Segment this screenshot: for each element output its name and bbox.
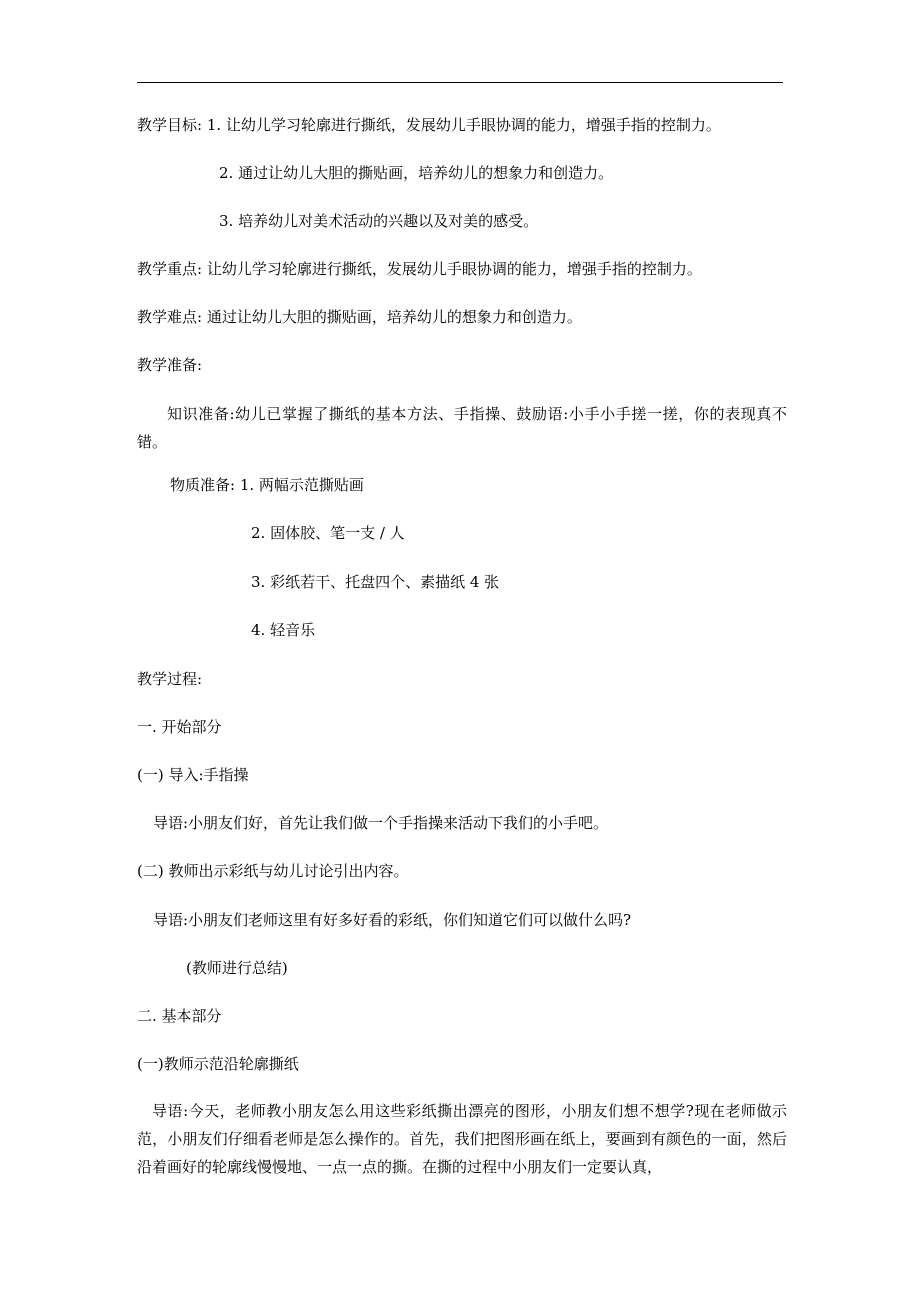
part1-sub2-note: (教师进行总结) — [186, 959, 288, 977]
part1-title: 一. 开始部分 — [137, 718, 222, 736]
preparation-heading: 教学准备: — [137, 356, 203, 374]
goal-item-1: 1. 让幼儿学习轮廓进行撕纸，发展幼儿手眼协调的能力，增强手指的控制力。 — [206, 116, 721, 134]
goals-label: 教学目标: — [137, 116, 207, 134]
header-rule — [137, 82, 783, 83]
part1-sub2-text: 导语:小朋友们老师这里有好多好看的彩纸，你们知道它们可以做什么吗? — [153, 911, 632, 929]
material-item-4: 4. 轻音乐 — [251, 621, 316, 639]
goals-line-1 — [137, 115, 721, 135]
goal-item-2: 2. 通过让幼儿大胆的撕贴画，培养幼儿的想象力和创造力。 — [219, 164, 614, 182]
material-label: 物质准备: — [170, 476, 240, 494]
material-item-3: 3. 彩纸若干、托盘四个、素描纸 4 张 — [251, 573, 500, 591]
goal-item-3: 3. 培养幼儿对美术活动的兴趣以及对美的感受。 — [219, 212, 539, 230]
part2-title: 二. 基本部分 — [137, 1007, 222, 1025]
difficulty: 教学难点: 通过让幼儿大胆的撕贴画，培养幼儿的想象力和创造力。 — [137, 308, 582, 326]
key-point: 教学重点: 让幼儿学习轮廓进行撕纸，发展幼儿手眼协调的能力，增强手指的控制力。 — [137, 260, 702, 278]
knowledge-preparation: 知识准备:幼儿已掌握了撕纸的基本方法、手指操、鼓励语:小手小手搓一搓，你的表现真不错。 — [137, 405, 787, 451]
process-heading: 教学过程: — [137, 670, 203, 688]
material-line-1 — [170, 475, 364, 495]
part2-sub1-text: 导语:今天，老师教小朋友怎么用这些彩纸撕出漂亮的图形，小朋友们想不想学?现在老师做示范，小朋友们仔细看老师是怎么操作的。首先，我们把图形画在纸上，要画到有颜色的一面，然后沿着画好的轮廓线慢慢地、一点一点的撕。在撕的过程中小朋友们一定要认真， — [137, 1102, 787, 1176]
part2-sub1: (一)教师示范沿轮廓撕纸 — [137, 1055, 299, 1073]
part1-sub2: (二) 教师出示彩纸与幼儿讨论引出内容。 — [137, 862, 409, 880]
material-item-2: 2. 固体胶、笔一支 / 人 — [251, 524, 405, 542]
material-item-1: 1. 两幅示范撕贴画 — [239, 476, 364, 494]
part1-sub1: (一) 导入:手指操 — [137, 766, 249, 784]
part1-sub1-text: 导语:小朋友们好，首先让我们做一个手指操来活动下我们的小手吧。 — [153, 814, 609, 832]
